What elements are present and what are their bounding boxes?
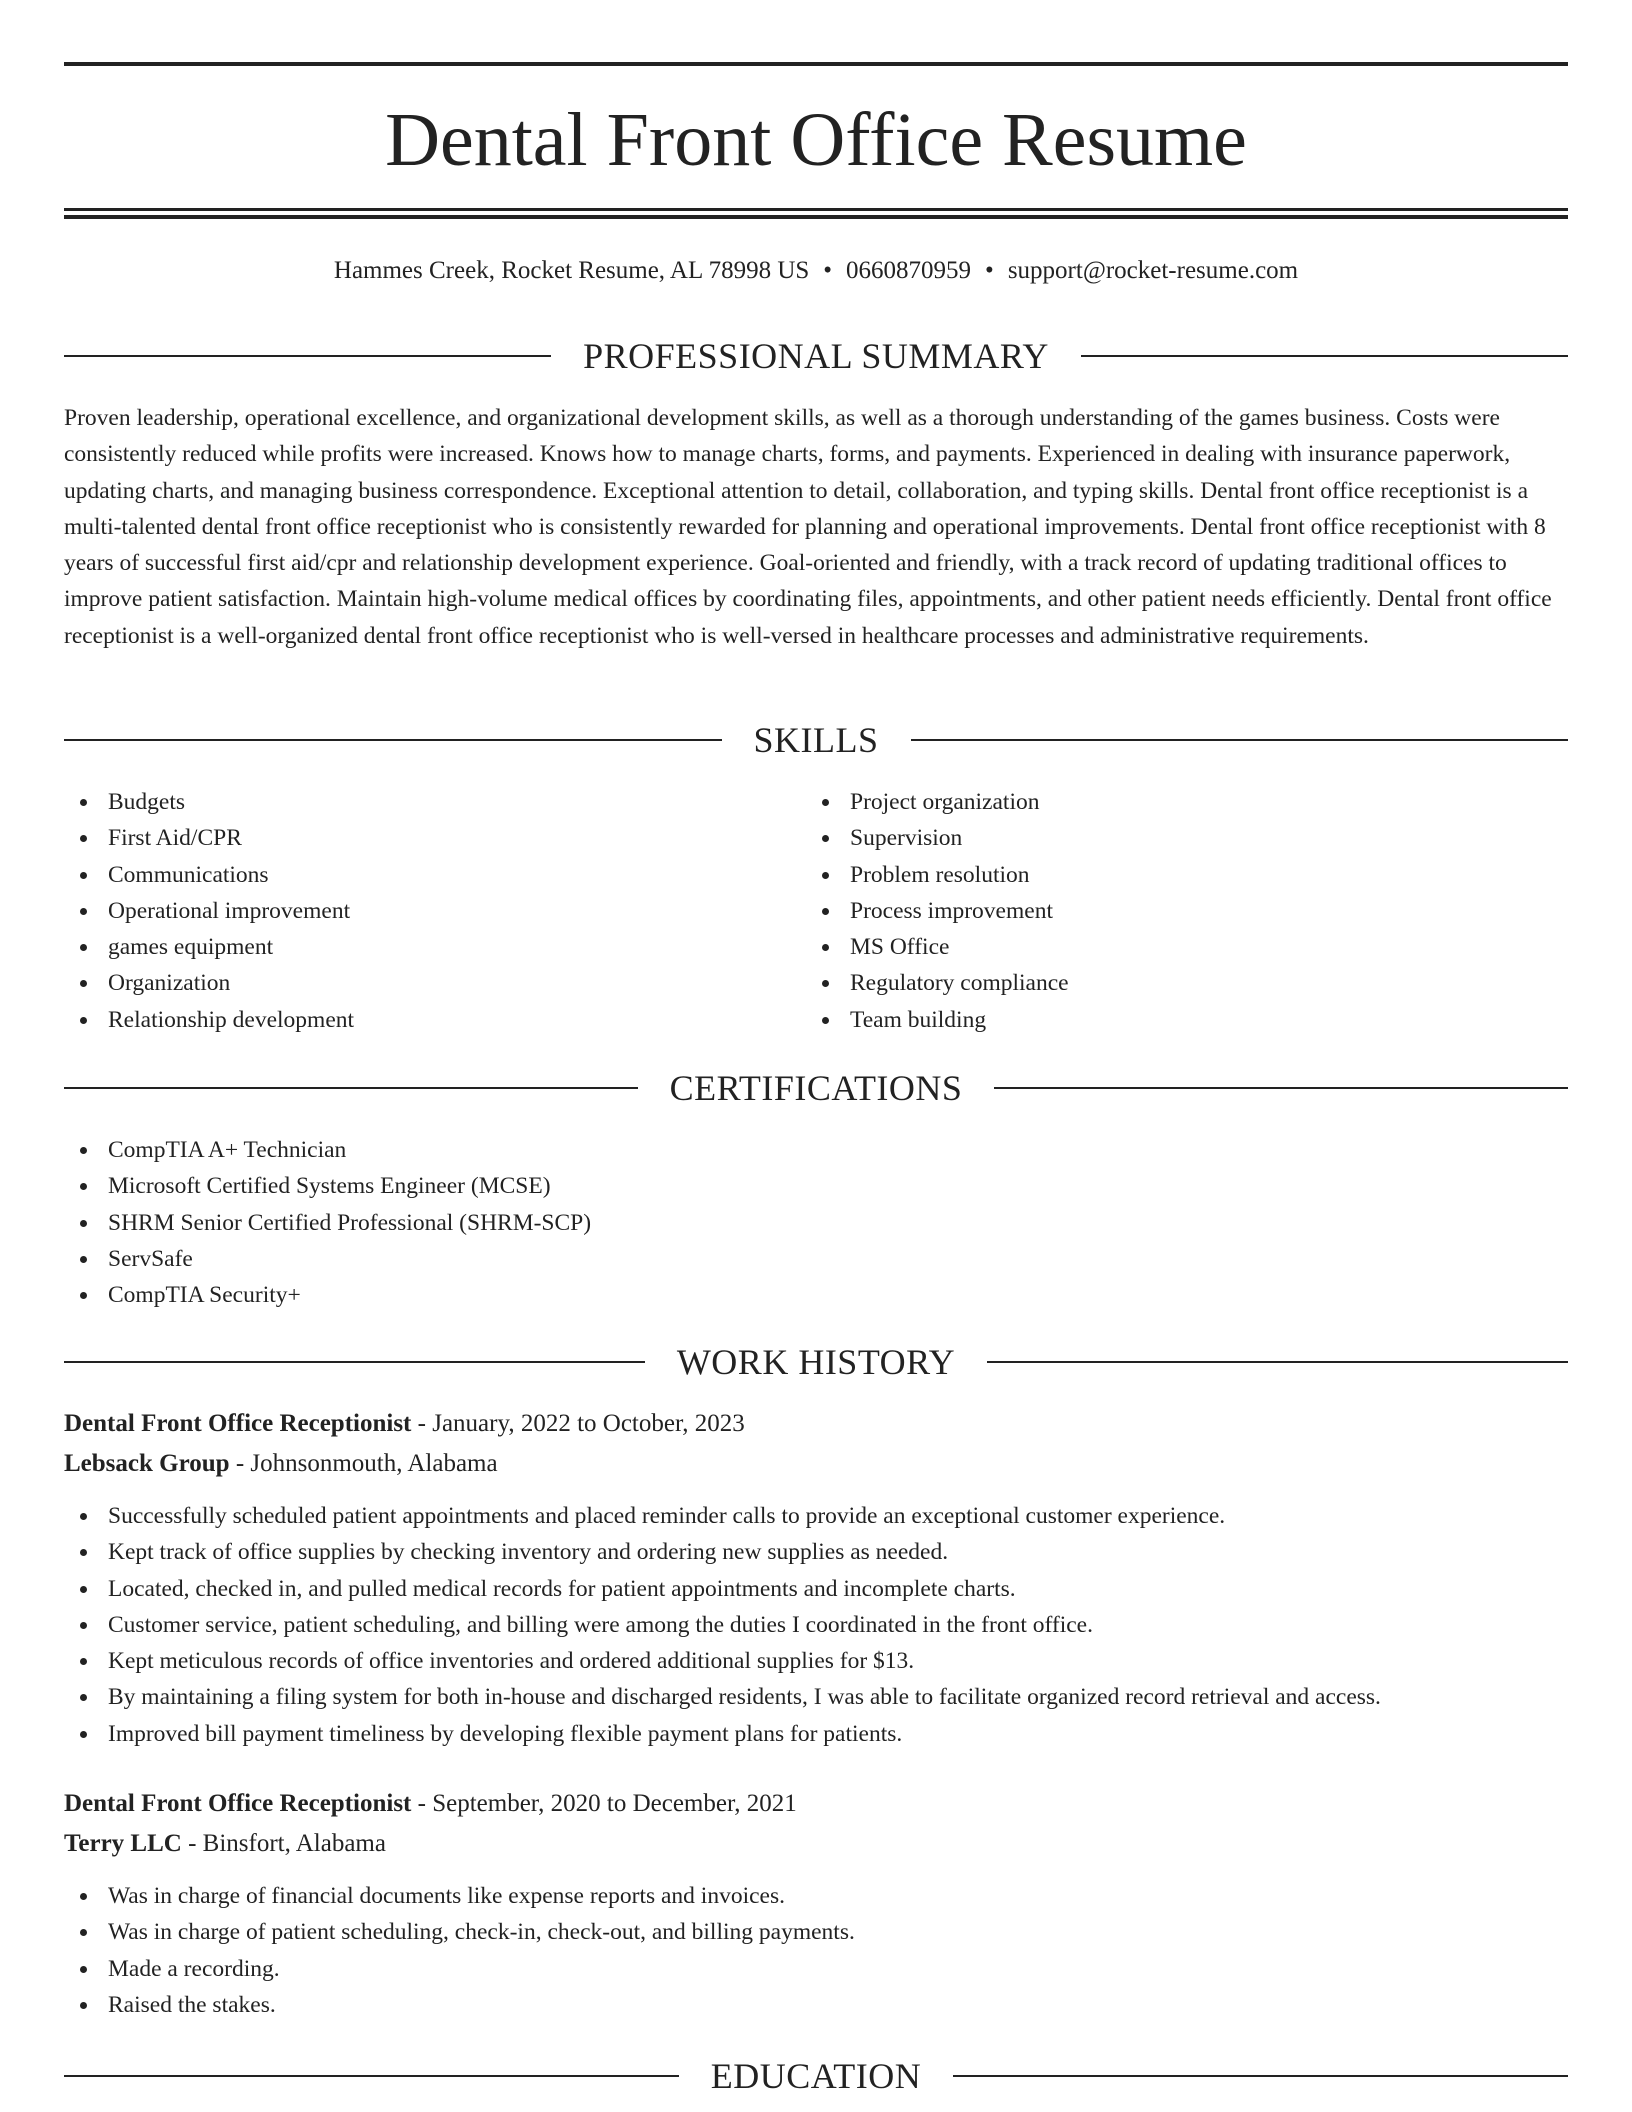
heading-rule [987,1361,1568,1363]
contact-separator: • [823,257,833,284]
job-duty-item: Raised the stakes. [64,1987,1568,2023]
job-duty-item: Kept track of office supplies by checking inventory and ordering new supplies as needed. [64,1534,1568,1570]
skill-item: Process improvement [806,893,1546,929]
job-duty-item: Located, checked in, and pulled medical records for patient appointments and incomplete charts. [64,1571,1568,1607]
job-company-line [64,1827,1568,1861]
job-duties-list [64,1878,1568,2023]
section-title: EDUCATION [710,2056,922,2096]
job-title-line [64,1407,1568,1441]
heading-rule [1081,355,1568,357]
job-title: Dental Front Office Receptionist [64,1790,412,1817]
job-company-line [64,1447,1568,1481]
contact-email: support@rocket-resume.com [1007,257,1299,284]
section-heading-skills [64,718,1568,762]
job-duty-item: Improved bill payment timeliness by developing flexible payment plans for patients. [64,1716,1568,1752]
skill-item: Operational improvement [64,893,804,929]
skill-item: Regulatory compliance [806,965,1546,1001]
skill-item: Relationship development [64,1002,804,1038]
job-company: Terry LLC [64,1830,182,1857]
job-company: Lebsack Group [64,1450,230,1477]
title-rule-lower [64,215,1568,219]
skills-list-right [806,784,1546,1038]
section-title: PROFESSIONAL SUMMARY [583,336,1049,376]
job-title-line [64,1787,1568,1821]
job-duty-item: Kept meticulous records of office inventories and ordered additional supplies for $13. [64,1643,1568,1679]
skill-item: Communications [64,857,804,893]
job-duties-list [64,1498,1568,1752]
skills-list-left [64,784,804,1038]
heading-rule [64,739,722,741]
section-heading-certifications [64,1066,1568,1110]
skill-item: Budgets [64,784,804,820]
job-duty-item: Made a recording. [64,1951,1568,1987]
certification-item: CompTIA Security+ [64,1277,1568,1313]
job-duty-item: Was in charge of financial documents like expense reports and invoices. [64,1878,1568,1914]
skill-item: Organization [64,965,804,1001]
certification-item: ServSafe [64,1241,1568,1277]
certifications-list [64,1132,1568,1313]
skill-item: First Aid/CPR [64,820,804,856]
skill-item: Project organization [806,784,1546,820]
job-title: Dental Front Office Receptionist [64,1410,412,1437]
heading-rule [64,1087,638,1089]
section-heading-work-history [64,1340,1568,1384]
job-dates: - January, 2022 to October, 2023 [411,1410,745,1437]
section-heading-education [64,2054,1568,2098]
job-duty-item: Was in charge of patient scheduling, check-in, check-out, and billing payments. [64,1914,1568,1950]
contact-separator: • [985,257,994,284]
heading-rule [64,355,551,357]
job-duty-item: By maintaining a filing system for both in-house and discharged residents, I was able to facilitate organized record retrieval and access. [64,1679,1568,1715]
certification-item: SHRM Senior Certified Professional (SHRM-SCP) [64,1205,1568,1241]
certification-item: CompTIA A+ Technician [64,1132,1568,1168]
job-duty-item: Successfully scheduled patient appointments and placed reminder calls to provide an exceptional customer experience. [64,1498,1568,1534]
heading-rule [64,1361,645,1363]
heading-rule [64,2075,679,2077]
section-heading-summary [64,334,1568,378]
heading-rule [994,1087,1568,1089]
heading-rule [953,2075,1568,2077]
skill-item: games equipment [64,929,804,965]
job-dates: - September, 2020 to December, 2021 [411,1790,797,1817]
resume-title: Dental Front Office Resume [385,98,1247,182]
certification-item: Microsoft Certified Systems Engineer (MCSE) [64,1168,1568,1204]
summary-text: Proven leadership, operational excellence, and organizational development skills, as well as a thorough understanding of the games business. Costs were consistently reduced while profits were increased. Knows how to manage charts, forms, and payments. Experienced in dealing with insurance paperwork, updating charts, and managing business correspondence. Exceptional attention to detail, collaboration, and typing skills. Dental front office receptionist is a multi-talented dental front office receptionist who is consistently rewarded for planning and operational improvements. Dental front office receptionist with 8 years of successful first aid/cpr and relationship development experience. Goal-oriented and friendly, with a track record of updating traditional offices to improve patient satisfaction. Maintain high-volume medical offices by coordinating files, appointments, and other patient needs efficiently. Dental front office receptionist is a well-organized dental front office receptionist who is well-versed in healthcare processes and administrative requirements. [64,405,1552,649]
skill-item: Problem resolution [806,857,1546,893]
skill-item: Supervision [806,820,1546,856]
skill-item: Team building [806,1002,1546,1038]
skill-item: MS Office [806,929,1546,965]
section-title: WORK HISTORY [676,1342,956,1382]
contact-phone: 0660870959 [846,257,972,284]
top-rule [64,62,1568,66]
contact-address: Hammes Creek, Rocket Resume, AL 78998 US [333,257,810,284]
job-location: - Binsfort, Alabama [181,1830,386,1857]
title-rule-upper [64,208,1568,211]
job-location: - Johnsonmouth, Alabama [229,1450,498,1477]
section-title: SKILLS [753,720,879,760]
section-title: CERTIFICATIONS [669,1068,963,1108]
contact-line [64,254,1568,288]
job-duty-item: Customer service, patient scheduling, and billing were among the duties I coordinated in the front office. [64,1607,1568,1643]
heading-rule [911,739,1569,741]
